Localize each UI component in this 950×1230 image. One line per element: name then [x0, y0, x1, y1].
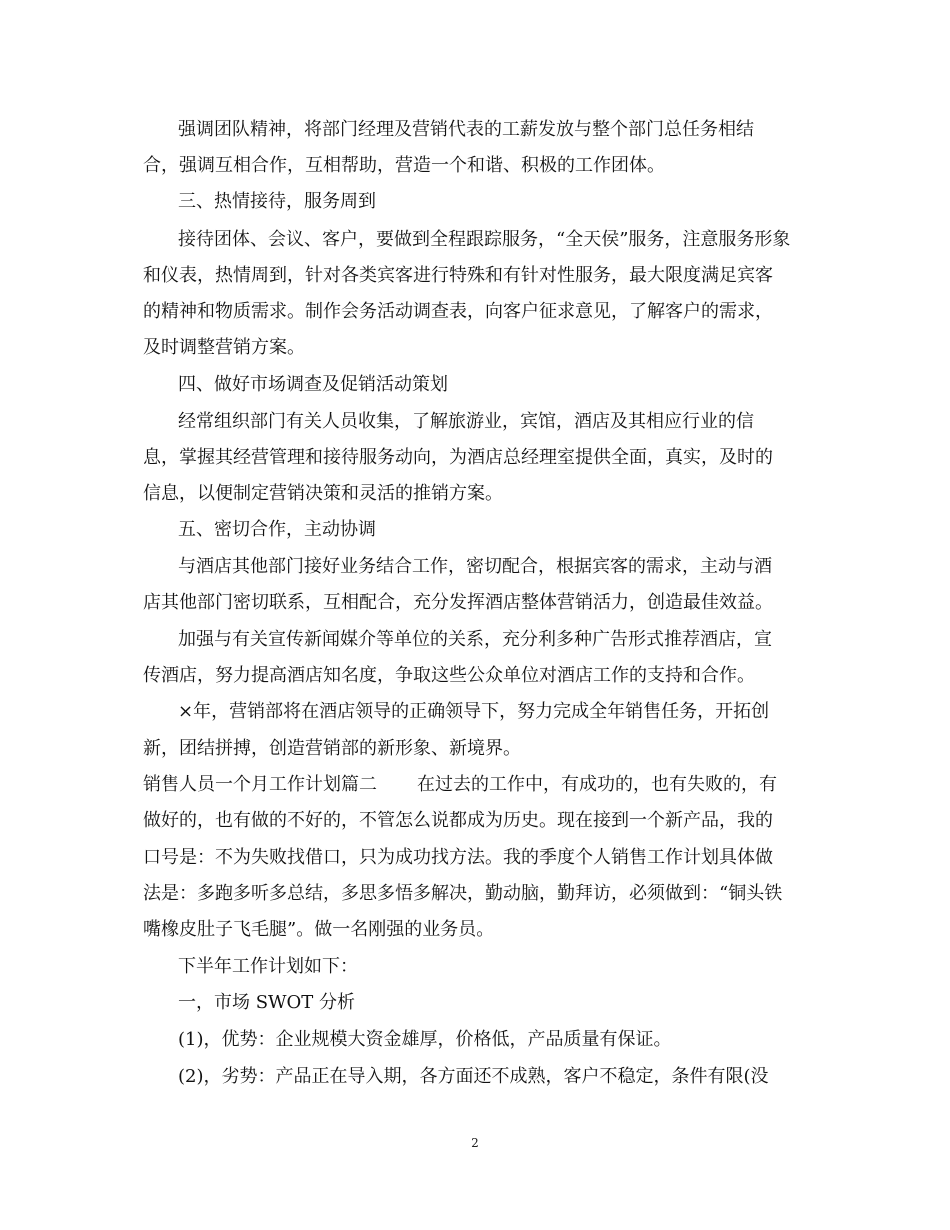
paragraph-line: 加强与有关宣传新闻媒介等单位的关系，充分利多种广告形式推荐酒店，宣	[178, 629, 772, 650]
paragraph-line: ×年，营销部将在酒店领导的正确领导下，努力完成全年销售任务，开拓创	[178, 701, 770, 722]
article-title: 销售人员一个月工作计划篇二	[143, 774, 377, 795]
paragraph-line: 强调团队精神，将部门经理及营销代表的工薪发放与整个部门总任务相结	[178, 119, 754, 140]
paragraph-line: 嘴橡皮肚子飞毛腿”。做一名刚强的业务员。	[143, 919, 495, 940]
paragraph-line: 传酒店，努力提高酒店知名度，争取这些公众单位对酒店工作的支持和合作。	[143, 665, 755, 686]
section-heading: 五、密切合作，主动协调	[178, 519, 376, 540]
section-heading: 一，市场 SWOT 分析	[178, 992, 356, 1013]
paragraph-line: 及时调整营销方案。	[143, 337, 305, 358]
paragraph-line: 经常组织部门有关人员收集，了解旅游业，宾馆，酒店及其相应行业的信	[178, 411, 754, 432]
paragraph-line: 口号是：不为失败找借口，只为成功找方法。我的季度个人销售工作计划具体做	[143, 847, 773, 868]
list-item: (1)，优势：企业规模大资金雄厚，价格低，产品质量有保证。	[178, 1029, 672, 1050]
paragraph-line: 合，强调互相合作，互相帮助，营造一个和谐、积极的工作团体。	[143, 155, 665, 176]
paragraph-line: 店其他部门密切联系，互相配合，充分发挥酒店整体营销活力，创造最佳效益。	[143, 592, 773, 613]
section-heading: 三、热情接待，服务周到	[178, 191, 376, 212]
list-item: (2)，劣势：产品正在导入期，各方面还不成熟，客户不稳定，条件有限(没	[178, 1066, 769, 1087]
section-heading: 四、做好市场调查及促销活动策划	[178, 374, 448, 395]
paragraph-line: 信息，以便制定营销决策和灵活的推销方案。	[143, 483, 503, 504]
paragraph-line: 法是：多跑多听多总结，多思多悟多解决，勤动脑，勤拜访，必须做到：“铜头铁	[143, 883, 783, 904]
paragraph-line: 新，团结拼搏，创造营销部的新形象、新境界。	[143, 738, 521, 759]
paragraph-line: 接待团体、会议、客户，要做到全程跟踪服务，“全天侯”服务，注意服务形象	[178, 229, 791, 250]
paragraph-text: 在过去的工作中，有成功的，也有失败的，有	[417, 774, 777, 795]
paragraph-line	[143, 773, 777, 797]
paragraph-line: 和仪表，热情周到，针对各类宾客进行特殊和有针对性服务，最大限度满足宾客	[143, 265, 773, 286]
paragraph-line: 与酒店其他部门接好业务结合工作，密切配合，根据宾客的需求，主动与酒	[178, 556, 772, 577]
paragraph-line: 息，掌握其经营管理和接待服务动向，为酒店总经理室提供全面，真实，及时的	[143, 447, 773, 468]
paragraph-line: 做好的，也有做的不好的，不管怎么说都成为历史。现在接到一个新产品，我的	[143, 810, 773, 831]
paragraph-line: 下半年工作计划如下：	[178, 956, 358, 977]
paragraph-line: 的精神和物质需求。制作会务活动调查表，向客户征求意见，了解客户的需求，	[143, 301, 773, 322]
page-number: 2	[471, 1136, 479, 1150]
